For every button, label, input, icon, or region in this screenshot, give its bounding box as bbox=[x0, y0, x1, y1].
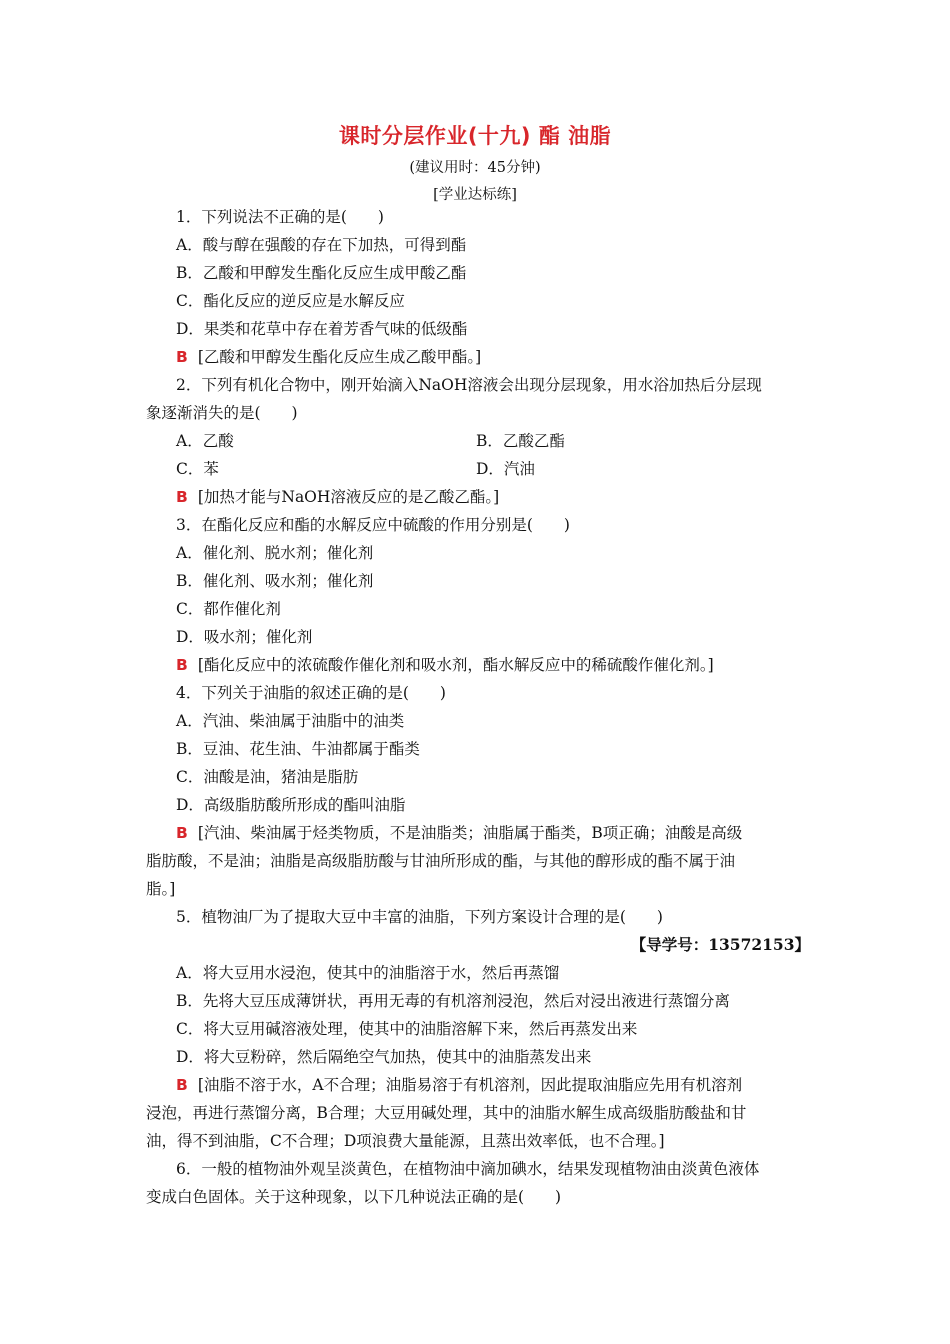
question-1-answer bbox=[146, 343, 810, 371]
answer-explanation: [汽油、柴油属于烃类物质，不是油脂类；油脂属于酯类，B项正确；油酸是高级 bbox=[197, 824, 743, 842]
answer-explanation: [乙酸和甲醇发生酯化反应生成乙酸甲酯。] bbox=[197, 348, 482, 366]
question-2-option-d: D．汽油 bbox=[476, 460, 535, 478]
question-2-options-ab bbox=[146, 427, 810, 455]
question-3-option-d: D．吸水剂；催化剂 bbox=[176, 628, 313, 646]
question-4-explanation-cont: 脂。] bbox=[146, 880, 176, 898]
question-5-stem: 5．植物油厂为了提取大豆中丰富的油脂，下列方案设计合理的是( ) bbox=[176, 908, 663, 926]
question-5-option-c: C．将大豆用碱溶液处理，使其中的油脂溶解下来，然后再蒸发出来 bbox=[176, 1020, 638, 1038]
answer-letter: B bbox=[176, 488, 188, 506]
guide-number: 【导学号：13572153】 bbox=[630, 935, 810, 954]
question-5-option-d: D．将大豆粉碎，然后隔绝空气加热，使其中的油脂蒸发出来 bbox=[176, 1048, 592, 1066]
question-1-option-c: C．酯化反应的逆反应是水解反应 bbox=[176, 292, 405, 310]
question-2-option-a: A．乙酸 bbox=[176, 432, 234, 450]
question-4-option-d: D．高级脂肪酸所形成的酯叫油脂 bbox=[176, 796, 406, 814]
question-4-option-a: A．汽油、柴油属于油脂中的油类 bbox=[176, 712, 405, 730]
page-title: 课时分层作业(十九) 酯 油脂 bbox=[338, 124, 612, 148]
question-5-option-b: B．先将大豆压成薄饼状，再用无毒的有机溶剂浸泡，然后对浸出液进行蒸馏分离 bbox=[176, 992, 730, 1010]
question-2-stem: 2．下列有机化合物中，刚开始滴入NaOH溶液会出现分层现象，用水浴加热后分层现 bbox=[176, 376, 762, 394]
question-6-stem: 6．一般的植物油外观呈淡黄色，在植物油中滴加碘水，结果发现植物油由淡黄色液体 bbox=[176, 1160, 760, 1178]
question-3-option-a: A．催化剂、脱水剂；催化剂 bbox=[176, 544, 374, 562]
question-1-option-b: B．乙酸和甲醇发生酯化反应生成甲酸乙酯 bbox=[176, 264, 467, 282]
answer-explanation: [加热才能与NaOH溶液反应的是乙酸乙酯。] bbox=[197, 488, 500, 506]
question-1-option-d: D．果类和花草中存在着芳香气味的低级酯 bbox=[176, 320, 468, 338]
question-4-answer bbox=[146, 819, 810, 847]
answer-explanation: [油脂不溶于水，A不合理；油脂易溶于有机溶剂，因此提取油脂应先用有机溶剂 bbox=[197, 1076, 743, 1094]
answer-letter: B bbox=[176, 1076, 188, 1094]
question-2-answer bbox=[146, 483, 810, 511]
question-3-stem: 3．在酯化反应和酯的水解反应中硫酸的作用分别是( ) bbox=[176, 516, 570, 534]
question-4-explanation-cont: 脂肪酸，不是油；油脂是高级脂肪酸与甘油所形成的酯，与其他的醇形成的酯不属于油 bbox=[146, 852, 736, 870]
question-5-answer bbox=[146, 1071, 810, 1099]
question-2-option-c: C．苯 bbox=[176, 460, 219, 478]
section-heading: [学业达标练] bbox=[433, 187, 517, 203]
question-5-explanation-cont: 油，得不到油脂，C不合理；D项浪费大量能源，且蒸出效率低，也不合理。] bbox=[146, 1132, 665, 1150]
answer-letter: B bbox=[176, 656, 188, 674]
question-2-options-cd bbox=[146, 455, 810, 483]
question-4-stem: 4．下列关于油脂的叙述正确的是( ) bbox=[176, 684, 446, 702]
question-6-stem-cont: 变成白色固体。关于这种现象，以下几种说法正确的是( ) bbox=[146, 1188, 562, 1206]
answer-explanation: [酯化反应中的浓硫酸作催化剂和吸水剂，酯水解反应中的稀硫酸作催化剂。] bbox=[197, 656, 714, 674]
question-2-stem-cont: 象逐渐消失的是( ) bbox=[146, 404, 298, 422]
question-3-option-c: C．都作催化剂 bbox=[176, 600, 281, 618]
question-4-option-b: B．豆油、花生油、牛油都属于酯类 bbox=[176, 740, 420, 758]
question-4-option-c: C．油酸是油，猪油是脂肪 bbox=[176, 768, 359, 786]
question-1-option-a: A．酸与醇在强酸的存在下加热，可得到酯 bbox=[176, 236, 467, 254]
suggested-time: (建议用时：45分钟) bbox=[409, 160, 541, 176]
question-3-option-b: B．催化剂、吸水剂；催化剂 bbox=[176, 572, 374, 590]
question-5-option-a: A．将大豆用水浸泡，使其中的油脂溶于水，然后再蒸馏 bbox=[176, 964, 560, 982]
answer-letter: B bbox=[176, 824, 188, 842]
question-list bbox=[146, 203, 810, 1211]
answer-letter: B bbox=[176, 348, 188, 366]
question-1-stem: 1．下列说法不正确的是( ) bbox=[176, 208, 384, 226]
question-2-option-b: B．乙酸乙酯 bbox=[476, 432, 565, 450]
question-3-answer bbox=[146, 651, 810, 679]
question-5-explanation-cont: 浸泡，再进行蒸馏分离，B合理；大豆用碱处理，其中的油脂水解生成高级脂肪酸盐和甘 bbox=[146, 1104, 747, 1122]
